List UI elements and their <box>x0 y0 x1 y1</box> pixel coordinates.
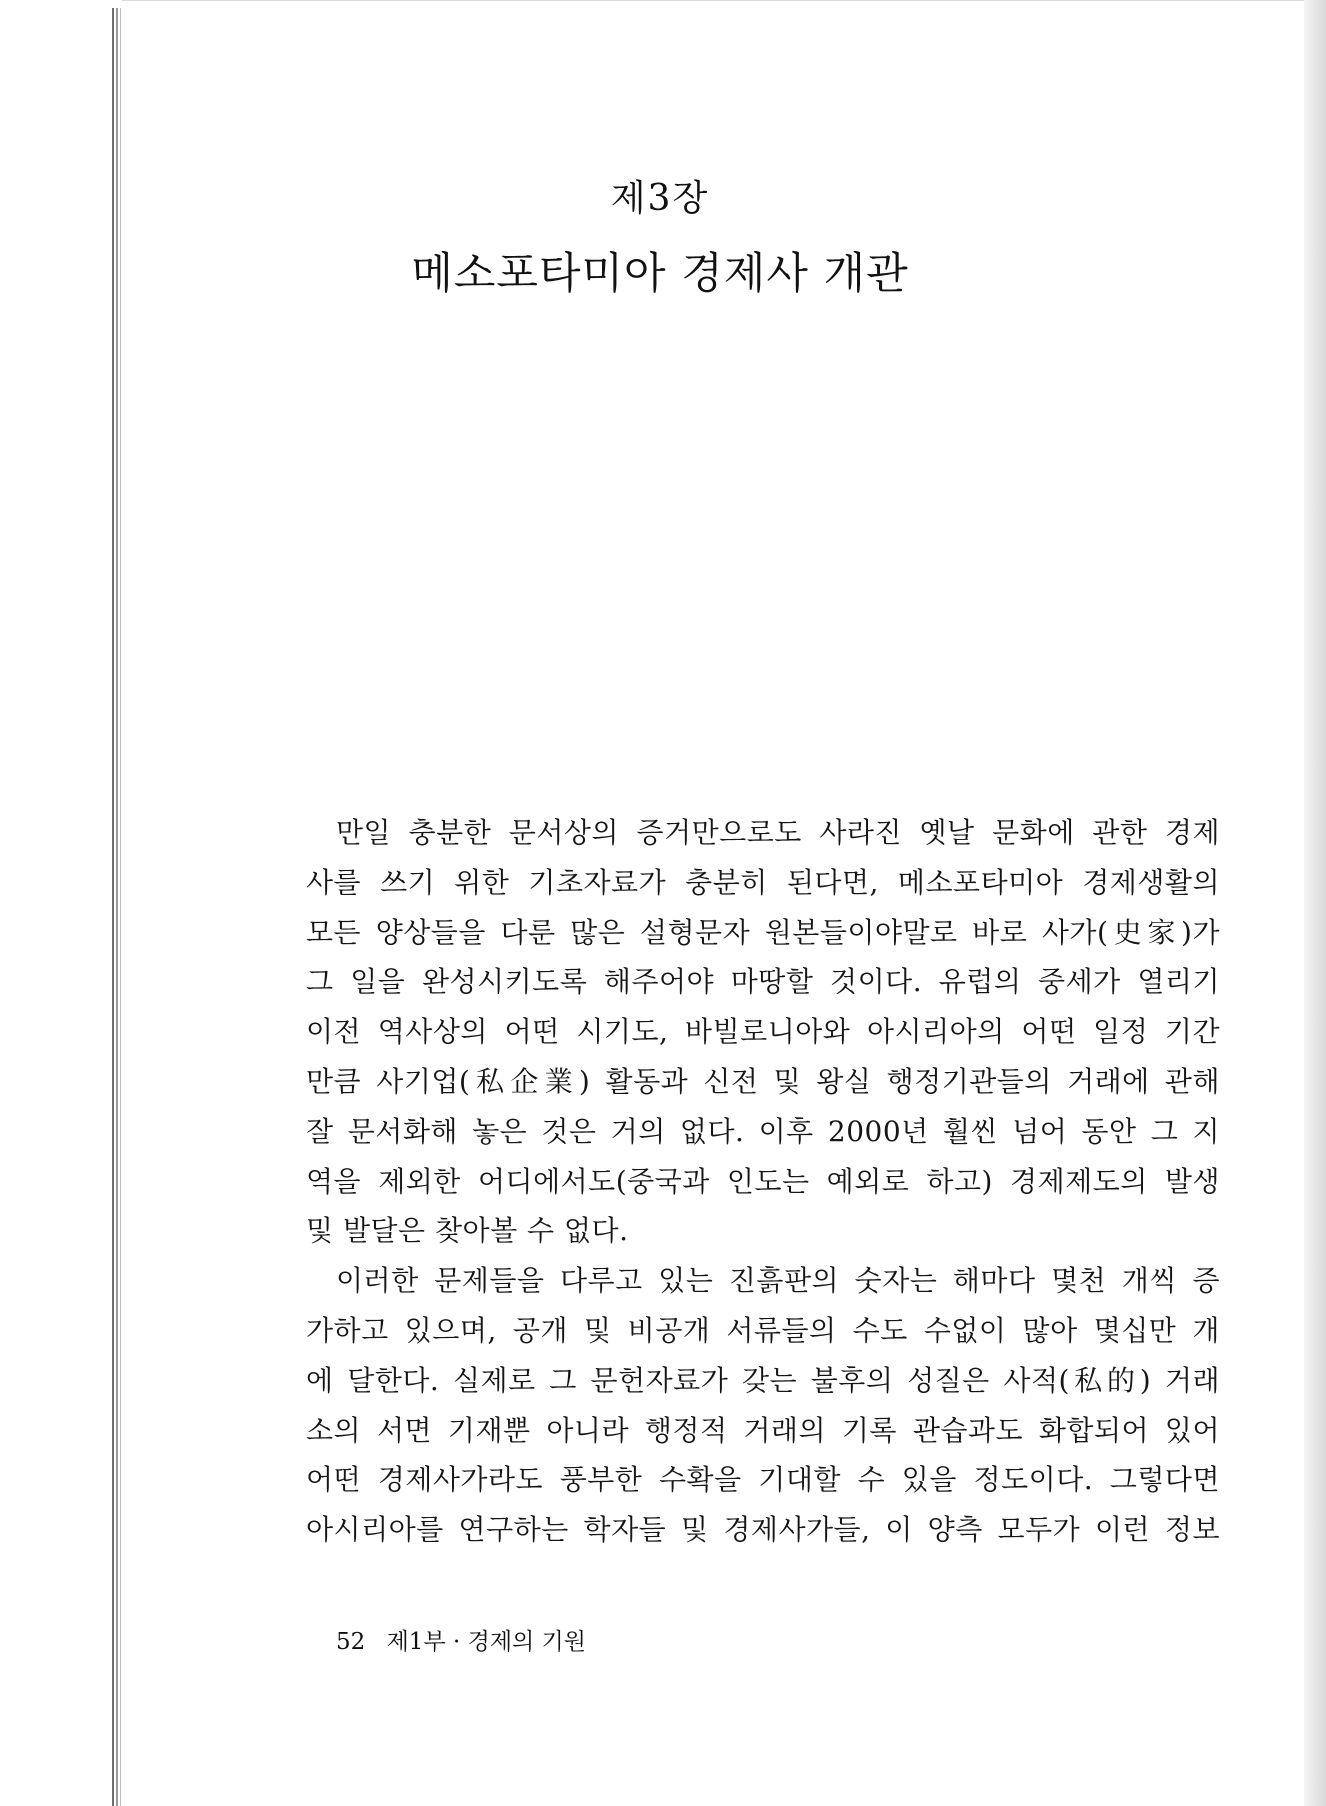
text-line: 이전 역사상의 어떤 시기도, 바빌로니아와 아시리아의 어떤 일정 기간 <box>306 1015 1220 1049</box>
text-line: 소의 서면 기재뿐 아니라 행정적 거래의 기록 관습과도 화합되어 있어 <box>306 1413 1220 1447</box>
text-line: 그 일을 완성시키도록 해주어야 마땅할 것이다. 유럽의 중세가 열리기 <box>306 965 1220 999</box>
text-line: 역을 제외한 어디에서도(중국과 인도는 예외로 하고) 경제제도의 발생 <box>306 1164 1220 1198</box>
text-line: 아시리아를 연구하는 학자들 및 경제사가들, 이 양측 모두가 이런 정보 <box>306 1513 1220 1547</box>
text-line: 만일 충분한 문서상의 증거만으로도 사라진 옛날 문화에 관한 경제 <box>336 816 1220 849</box>
body-text <box>306 808 1220 1555</box>
running-footer-section: 제1부 · 경제의 기원 <box>386 1629 586 1655</box>
page-footer <box>336 1623 586 1656</box>
text-line: 만큼 사기업(私企業) 활동과 신전 및 왕실 행정기관들의 거래에 관해 <box>306 1064 1220 1098</box>
text-line: 및 발달은 찾아볼 수 없다. <box>306 1214 629 1248</box>
page-number: 52 <box>336 1629 366 1655</box>
text-line: 사를 쓰기 위한 기초자료가 충분히 된다면, 메소포타미아 경제생활의 <box>306 865 1220 899</box>
text-line: 가하고 있으며, 공개 및 비공개 서류들의 수도 수없이 많아 몇십만 개 <box>306 1313 1220 1347</box>
chapter-number: 제3장 <box>610 178 710 219</box>
text-line: 모든 양상들을 다룬 많은 설형문자 원본들이야말로 바로 사가(史家)가 <box>306 915 1220 949</box>
chapter-title: 메소포타미아 경제사 개관 <box>411 249 909 299</box>
text-line: 이러한 문제들을 다루고 있는 진흙판의 숫자는 해마다 몇천 개씩 증 <box>336 1264 1220 1298</box>
text-line: 어떤 경제사가라도 풍부한 수확을 기대할 수 있을 정도이다. 그렇다면 <box>306 1463 1220 1497</box>
text-line: 잘 문서화해 놓은 것은 거의 없다. 이후 2000년 훨씬 넘어 동안 그 지 <box>306 1114 1220 1148</box>
text-line: 에 달한다. 실제로 그 문헌자료가 갖는 불후의 성질은 사적(私的) 거래 <box>306 1363 1220 1397</box>
